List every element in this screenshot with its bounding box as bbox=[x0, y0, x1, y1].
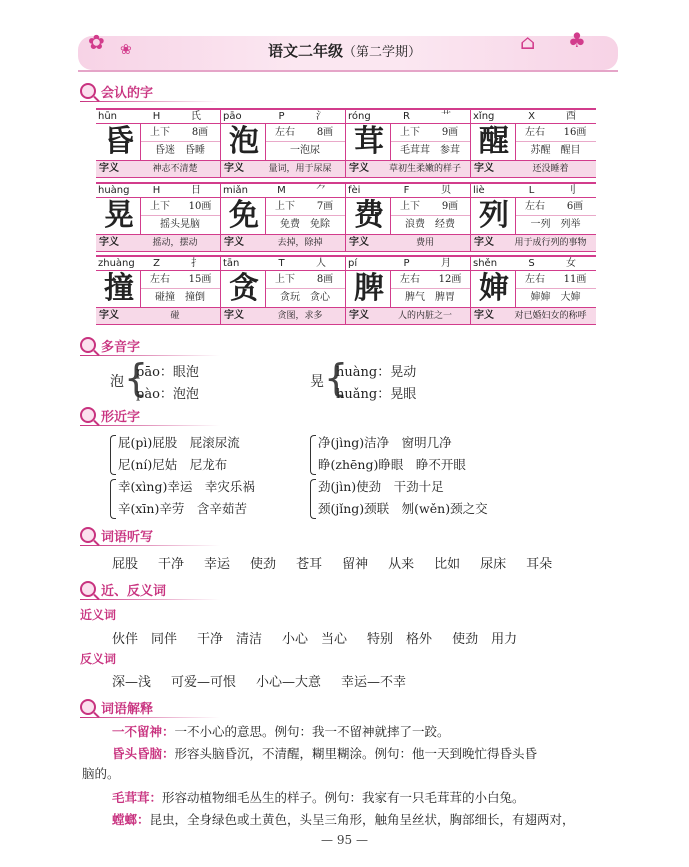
index-letter: R bbox=[403, 111, 410, 122]
meaning-label: 字义 bbox=[349, 237, 369, 248]
index-letter: F bbox=[403, 185, 410, 196]
meaning-text: 量词，用于尿屎 bbox=[268, 164, 332, 174]
index-letter: L bbox=[528, 185, 535, 196]
definition-term: 昏头昏脑： bbox=[112, 746, 175, 761]
character: 婶 bbox=[479, 271, 509, 306]
character: 列 bbox=[479, 198, 509, 233]
section-header-synonyms bbox=[80, 578, 166, 600]
index-letter: Z bbox=[153, 258, 160, 269]
section-title: 形近字 bbox=[101, 409, 141, 425]
page-number: — 95 — bbox=[321, 833, 368, 847]
meaning-text: 贪图，求多 bbox=[277, 311, 323, 321]
stroke-count: 7画 bbox=[316, 201, 334, 212]
dictation-word: 屁股 bbox=[112, 557, 139, 572]
radical: 氏 bbox=[191, 111, 201, 122]
dictation-word: 干净 bbox=[158, 557, 185, 572]
radical: 氵 bbox=[316, 111, 326, 122]
character: 贪 bbox=[229, 271, 259, 306]
character: 免 bbox=[229, 198, 259, 233]
dictation-word: 尿床 bbox=[480, 557, 507, 572]
character-card bbox=[221, 110, 346, 176]
polyphonic-reading: huàng：晃动 bbox=[336, 365, 417, 380]
house-icon: ⌂ bbox=[520, 30, 536, 54]
character-card bbox=[346, 184, 471, 250]
magnifier-icon bbox=[80, 337, 96, 353]
meaning-label: 字义 bbox=[99, 310, 119, 321]
example-words: 毛茸茸 参茸 bbox=[400, 145, 460, 156]
example-words: 贪玩 贪心 bbox=[280, 292, 330, 303]
pinyin: fèi bbox=[348, 185, 361, 196]
meaning-text: 还没睡着 bbox=[532, 164, 569, 174]
definition-term: 毛茸茸： bbox=[112, 790, 163, 805]
meaning-text: 对已婚妇女的称呼 bbox=[514, 311, 587, 321]
radical: 月 bbox=[441, 258, 451, 269]
character-card bbox=[346, 257, 471, 323]
structure: 左右 bbox=[400, 274, 420, 285]
flower-icon: ✿ bbox=[88, 30, 105, 54]
similar-line: 屁(pì)屁股 屁滚尿流 bbox=[118, 435, 240, 450]
book-title: 语文二年级 bbox=[267, 42, 343, 60]
similar-line: 睁(zhēng)睁眼 睁不开眼 bbox=[318, 457, 466, 472]
definition-text: 一不小心的意思。例句：我一不留神就摔了一跤。 bbox=[174, 724, 450, 739]
character: 泡 bbox=[229, 124, 259, 159]
meaning-text: 去掉，除掉 bbox=[277, 238, 323, 248]
character-card bbox=[346, 110, 471, 176]
meaning-text: 草初生柔嫩的样子 bbox=[388, 164, 461, 174]
similar-line: 幸(xìng)幸运 幸灾乐祸 bbox=[118, 479, 255, 494]
pinyin: pí bbox=[348, 258, 358, 269]
dictation-word: 留神 bbox=[342, 557, 369, 572]
index-letter: P bbox=[278, 111, 285, 122]
pinyin: shěn bbox=[473, 258, 498, 269]
polyphonic-reading: huǎng：晃眼 bbox=[336, 387, 417, 402]
stroke-count: 9画 bbox=[441, 127, 459, 138]
pinyin: xǐng bbox=[473, 111, 495, 122]
dictation-word: 幸运 bbox=[204, 557, 231, 572]
structure: 左右 bbox=[525, 127, 545, 138]
section-header-similar bbox=[80, 404, 140, 426]
radical: 日 bbox=[191, 185, 201, 196]
meaning-row bbox=[96, 160, 220, 177]
stroke-count: 11画 bbox=[563, 274, 587, 285]
dictation-word: 耳朵 bbox=[526, 557, 553, 572]
character: 撞 bbox=[104, 271, 134, 306]
meaning-row bbox=[471, 234, 596, 251]
stroke-count: 16画 bbox=[563, 127, 587, 138]
stroke-count: 12画 bbox=[438, 274, 462, 285]
radical: 人 bbox=[316, 258, 326, 269]
meaning-text: 摇动，摆动 bbox=[152, 238, 198, 248]
stroke-count: 15画 bbox=[188, 274, 212, 285]
section-header-dictation bbox=[80, 524, 153, 546]
definition-term: 一不留神： bbox=[112, 724, 175, 739]
character: 昏 bbox=[104, 124, 134, 159]
radical: 酉 bbox=[566, 111, 576, 122]
definition bbox=[112, 810, 622, 830]
example-words: 免费 免除 bbox=[280, 219, 330, 230]
example-words: 昏迷 昏睡 bbox=[155, 145, 205, 156]
polyphonic-char: 泡 bbox=[110, 374, 124, 390]
pinyin: pāo bbox=[223, 111, 242, 122]
radical: 贝 bbox=[441, 185, 451, 196]
radical: 扌 bbox=[191, 258, 201, 269]
antonyms-label: 反义词 bbox=[80, 652, 117, 666]
meaning-label: 字义 bbox=[224, 310, 244, 321]
stroke-count: 8画 bbox=[316, 274, 334, 285]
magnifier-icon bbox=[80, 581, 96, 597]
meaning-text: 人的内脏之一 bbox=[397, 311, 452, 321]
synonym-pair: 特别 格外 bbox=[367, 632, 433, 647]
radical: 刂 bbox=[566, 185, 576, 196]
structure: 上下 bbox=[275, 274, 295, 285]
structure: 上下 bbox=[150, 201, 170, 212]
definition-text: 形容头脑昏沉，不清醒，糊里糊涂。例句：他一天到晚忙得昏头昏 bbox=[174, 746, 538, 761]
index-letter: X bbox=[528, 111, 535, 122]
character-card bbox=[221, 184, 346, 250]
definition bbox=[112, 744, 622, 764]
meaning-row bbox=[471, 307, 596, 324]
example-words: 浪费 经费 bbox=[405, 219, 455, 230]
stroke-count: 8画 bbox=[316, 127, 334, 138]
structure: 上下 bbox=[150, 127, 170, 138]
definition-text: 形容动植物细毛丛生的样子。例句：我家有一只毛茸茸的小白兔。 bbox=[162, 790, 525, 805]
meaning-label: 字义 bbox=[349, 310, 369, 321]
similar-line: 辛(xīn)辛劳 含辛茹苦 bbox=[118, 501, 247, 516]
example-words: 摇头晃脑 bbox=[160, 219, 200, 230]
tree-icon: ♣ bbox=[568, 28, 586, 52]
polyphonic-char: 晃 bbox=[310, 374, 324, 390]
brace: { bbox=[124, 356, 149, 400]
index-letter: H bbox=[152, 111, 161, 122]
character-card bbox=[471, 110, 596, 176]
structure: 左右 bbox=[275, 127, 295, 138]
synonym-pair: 小心 当心 bbox=[282, 632, 348, 647]
magnifier-icon bbox=[80, 407, 96, 423]
definition-term: 螳螂： bbox=[112, 812, 150, 827]
meaning-row bbox=[346, 160, 470, 177]
index-letter: S bbox=[528, 258, 535, 269]
meaning-label: 字义 bbox=[474, 237, 494, 248]
example-words: 一泡尿 bbox=[290, 145, 320, 156]
meaning-row bbox=[221, 234, 345, 251]
synonyms-label: 近义词 bbox=[80, 608, 117, 622]
radical: 艹 bbox=[441, 111, 451, 122]
index-letter: H bbox=[152, 185, 161, 196]
brace: { bbox=[324, 356, 349, 400]
meaning-row bbox=[96, 307, 220, 324]
meaning-row bbox=[96, 234, 220, 251]
section-header-polyphonic bbox=[80, 334, 140, 356]
section-title: 近、反义词 bbox=[101, 583, 167, 599]
character: 费 bbox=[354, 198, 384, 233]
character-card bbox=[471, 184, 596, 250]
index-letter: T bbox=[278, 258, 285, 269]
structure: 上下 bbox=[275, 201, 295, 212]
similar-line: 颈(jǐng)颈联 刎(wěn)颈之交 bbox=[318, 501, 488, 516]
meaning-label: 字义 bbox=[99, 163, 119, 174]
example-words: 脾气 脾胃 bbox=[405, 292, 455, 303]
leaf-icon: ❀ bbox=[120, 42, 132, 58]
definition bbox=[112, 788, 612, 808]
index-letter: P bbox=[403, 258, 410, 269]
pinyin: zhuàng bbox=[98, 258, 135, 269]
antonym-pair: 小心—大意 bbox=[256, 675, 322, 690]
dictation-word: 苍耳 bbox=[296, 557, 323, 572]
section-title: 多音字 bbox=[101, 339, 141, 355]
meaning-label: 字义 bbox=[474, 163, 494, 174]
meaning-row bbox=[221, 160, 345, 177]
dictation-word: 比如 bbox=[434, 557, 461, 572]
synonym-pair: 干净 清洁 bbox=[197, 632, 263, 647]
pinyin: liè bbox=[473, 185, 485, 196]
character-card bbox=[96, 110, 221, 176]
pinyin: tān bbox=[223, 258, 240, 269]
similar-line: 尼(ní)尼姑 尼龙布 bbox=[118, 457, 228, 472]
section-title: 会认的字 bbox=[101, 85, 154, 101]
antonym-pair: 可爱—可恨 bbox=[171, 675, 237, 690]
polyphonic-reading: pāo：眼泡 bbox=[136, 365, 199, 380]
character-row bbox=[96, 182, 596, 252]
polyphonic-reading: pào：泡泡 bbox=[136, 387, 199, 402]
character: 晃 bbox=[104, 198, 134, 233]
meaning-text: 神志不清楚 bbox=[152, 164, 198, 174]
stroke-count: 10画 bbox=[188, 201, 212, 212]
semester: （第二学期） bbox=[343, 45, 422, 60]
section-header-recognize bbox=[80, 80, 153, 102]
meaning-row bbox=[346, 234, 470, 251]
stroke-count: 6画 bbox=[566, 201, 584, 212]
page-title bbox=[0, 40, 689, 61]
dictation-word: 从来 bbox=[388, 557, 415, 572]
meaning-label: 字义 bbox=[474, 310, 494, 321]
meaning-row bbox=[346, 307, 470, 324]
stroke-count: 8画 bbox=[191, 127, 209, 138]
synonym-pair: 使劲 用力 bbox=[452, 632, 518, 647]
synonyms-list bbox=[112, 628, 537, 647]
meaning-label: 字义 bbox=[224, 237, 244, 248]
section-title: 词语听写 bbox=[101, 529, 154, 545]
example-words: 苏醒 醒目 bbox=[530, 145, 581, 156]
stroke-count: 9画 bbox=[441, 201, 459, 212]
structure: 左右 bbox=[525, 274, 545, 285]
magnifier-icon bbox=[80, 527, 96, 543]
magnifier-icon bbox=[80, 699, 96, 715]
example-words: 碰撞 撞倒 bbox=[155, 292, 205, 303]
magnifier-icon bbox=[80, 83, 96, 99]
header-divider bbox=[78, 70, 618, 72]
pinyin: huàng bbox=[98, 185, 130, 196]
antonym-pair: 幸运—不幸 bbox=[341, 675, 407, 690]
pinyin: miǎn bbox=[223, 185, 248, 196]
meaning-row bbox=[471, 160, 596, 177]
dictation-list bbox=[112, 553, 572, 572]
index-letter: M bbox=[277, 185, 286, 196]
meaning-label: 字义 bbox=[99, 237, 119, 248]
structure: 上下 bbox=[400, 201, 420, 212]
meaning-text: 用于成行列的事物 bbox=[514, 238, 587, 248]
pinyin: hūn bbox=[98, 111, 118, 122]
radical: ⺈ bbox=[316, 185, 326, 196]
radical: 女 bbox=[566, 258, 576, 269]
character-card bbox=[221, 257, 346, 323]
structure: 左右 bbox=[525, 201, 545, 212]
meaning-row bbox=[221, 307, 345, 324]
example-words: 一列 列举 bbox=[530, 219, 581, 230]
meaning-label: 字义 bbox=[224, 163, 244, 174]
meaning-label: 字义 bbox=[349, 163, 369, 174]
character-card bbox=[96, 184, 221, 250]
meaning-text: 费用 bbox=[415, 238, 434, 248]
similar-line: 净(jìng)洁净 窗明几净 bbox=[318, 435, 452, 450]
antonyms-list bbox=[112, 671, 426, 690]
character-row bbox=[96, 255, 596, 325]
meaning-text: 碰 bbox=[170, 311, 180, 321]
character-card bbox=[471, 257, 596, 323]
character: 茸 bbox=[354, 124, 384, 159]
definition-continuation: 脑的。 bbox=[82, 766, 120, 781]
definition-text: 昆虫，全身绿色或土黄色，头呈三角形，触角呈丝状，胸部细长，有翅两对， bbox=[149, 812, 575, 827]
similar-line: 劲(jìn)使劲 干劲十足 bbox=[318, 479, 444, 494]
synonym-pair: 伙伴 同伴 bbox=[112, 632, 178, 647]
character: 醒 bbox=[479, 124, 509, 159]
antonym-pair: 深—浅 bbox=[112, 675, 152, 690]
pinyin: róng bbox=[348, 111, 371, 122]
section-title: 词语解释 bbox=[101, 701, 154, 717]
section-header-definitions bbox=[80, 696, 153, 718]
dictation-word: 使劲 bbox=[250, 557, 277, 572]
structure: 左右 bbox=[150, 274, 170, 285]
definition bbox=[112, 722, 612, 742]
structure: 上下 bbox=[400, 127, 420, 138]
character-row bbox=[96, 108, 596, 178]
character: 脾 bbox=[354, 271, 384, 306]
example-words: 婶婶 大婶 bbox=[530, 292, 581, 303]
character-card bbox=[96, 257, 221, 323]
